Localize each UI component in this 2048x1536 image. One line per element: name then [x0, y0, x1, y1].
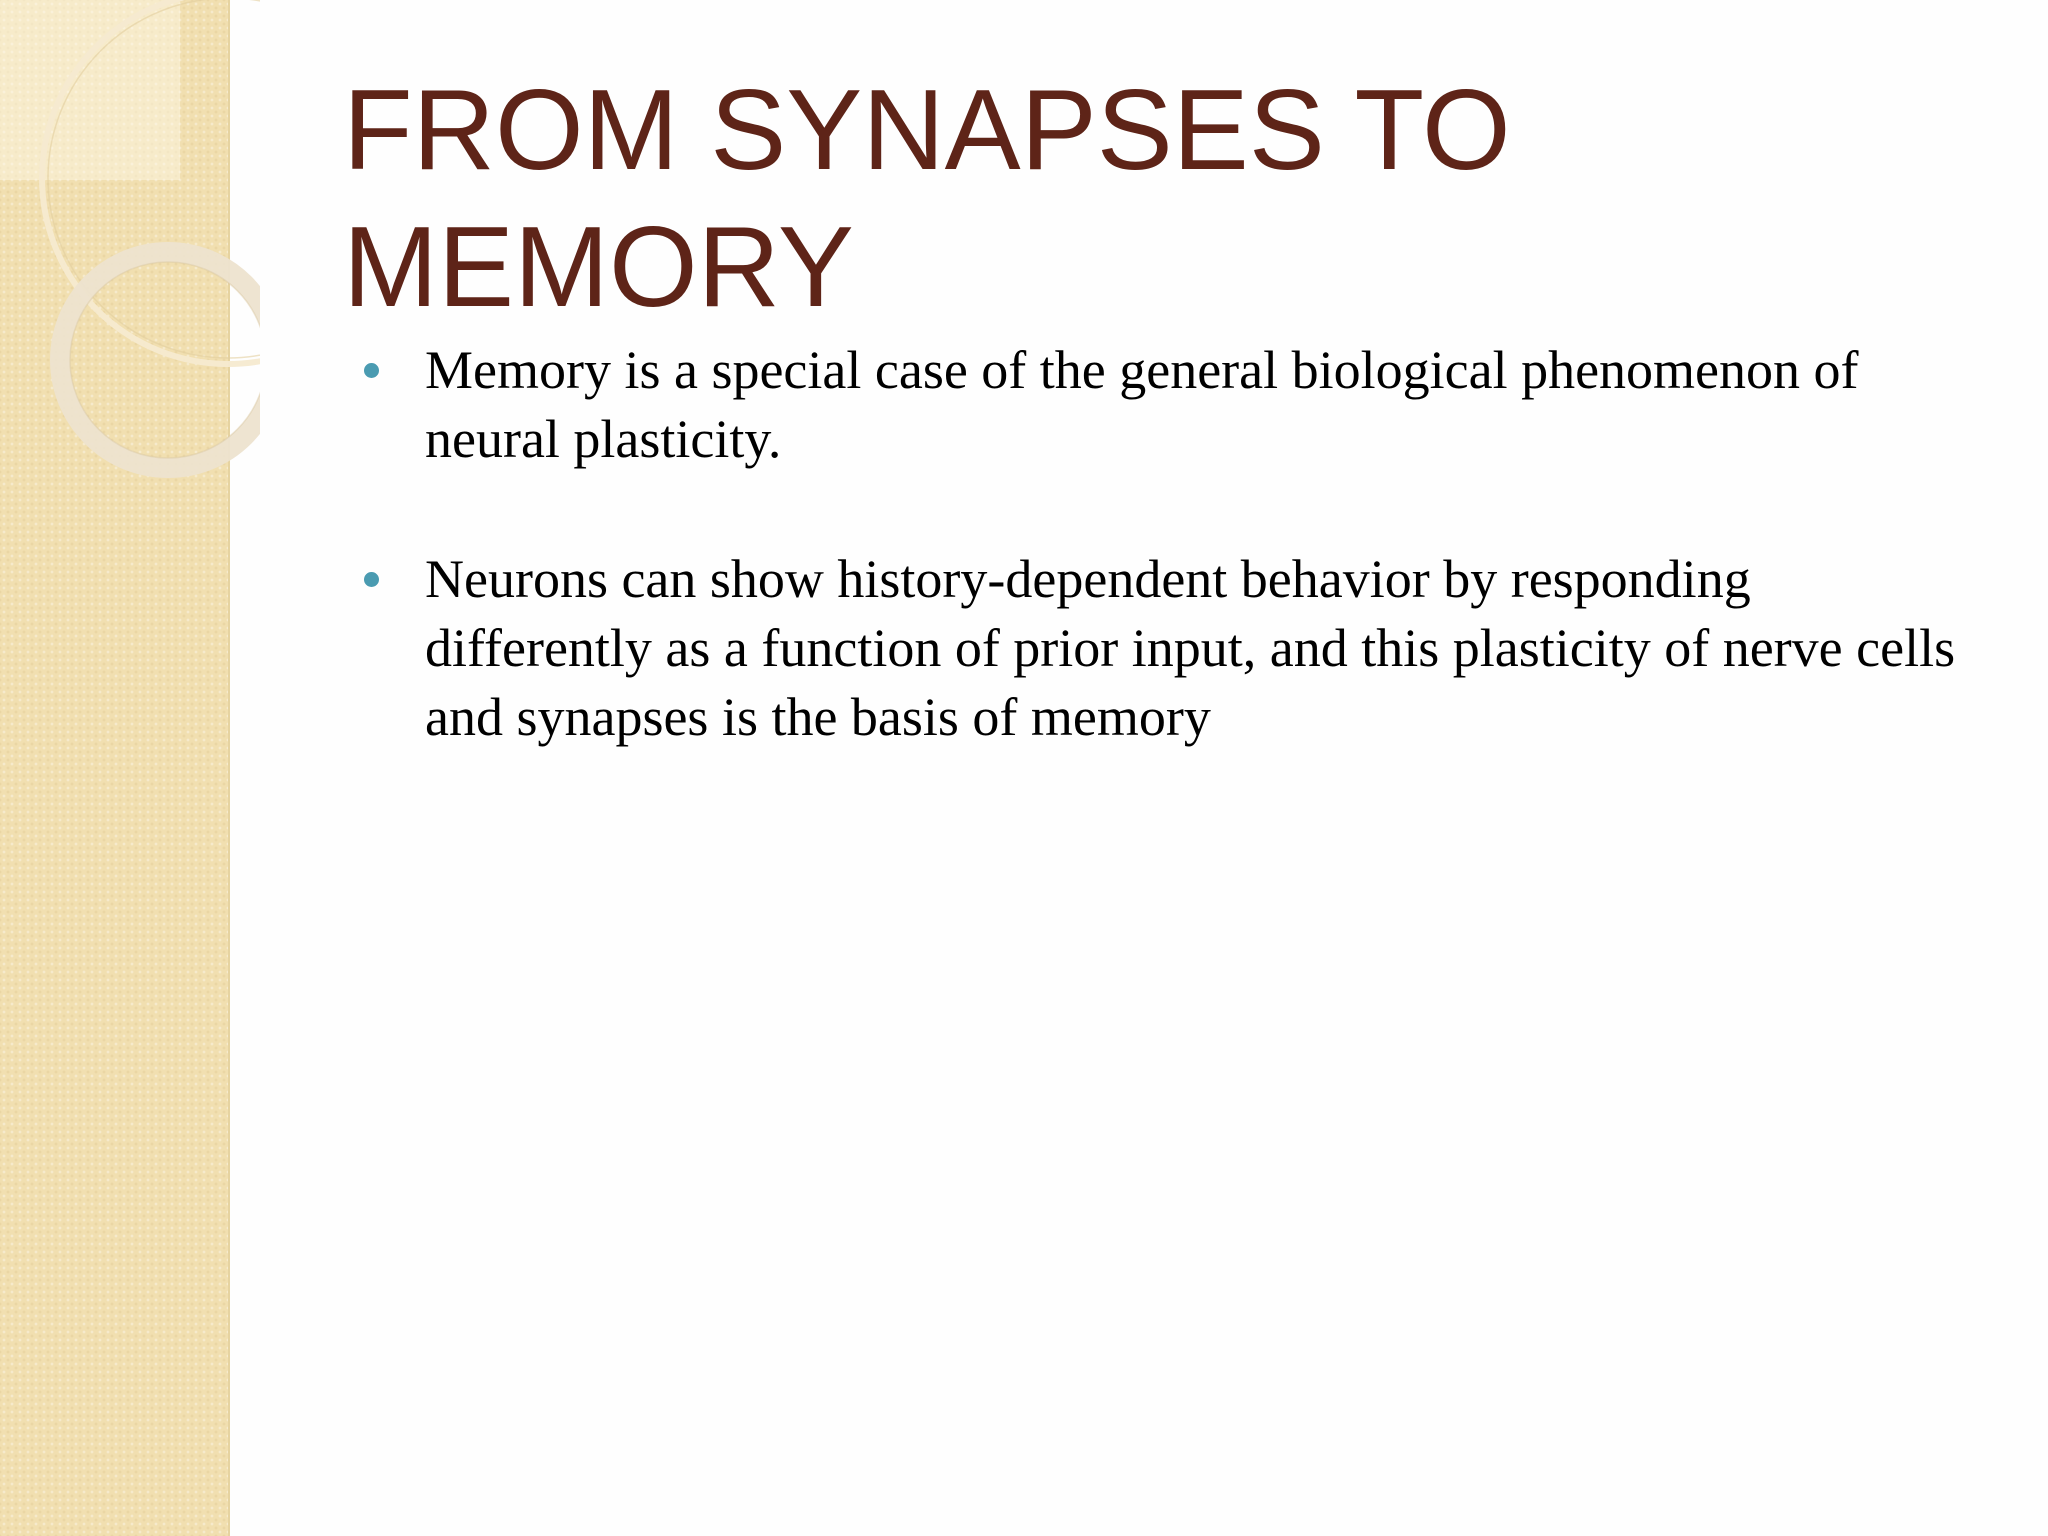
bullet-dot-icon — [364, 363, 379, 378]
bullet-dot-icon — [364, 572, 379, 587]
slide-title: FROM SYNAPSES TO MEMORY — [343, 67, 1511, 331]
bullet-text: Neurons can show history-dependent behavior by responding differently as a function of prior input, and this plasticity of nerve cells and synapses is the basis of memory — [425, 549, 1956, 747]
bullet-item — [362, 336, 1982, 474]
bullet-item — [362, 545, 1982, 752]
bullet-list — [362, 336, 1982, 823]
ring-ornament-icon — [0, 0, 260, 520]
bullet-text: Memory is a special case of the general biological phenomenon of neural plasticity. — [425, 340, 1859, 469]
